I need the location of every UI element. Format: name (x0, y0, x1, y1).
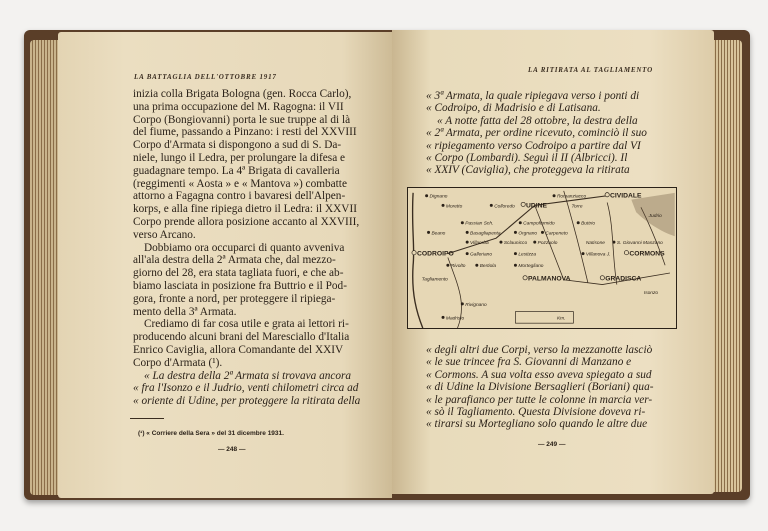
text-line: « fra l'Isonzo e il Judrio, venti chilometri circa ad (133, 382, 359, 395)
map-label: Rivolto (450, 264, 466, 270)
left-running-header: LA BATTAGLIA DELL'OTTOBRE 1917 (134, 73, 277, 81)
map-label: Tagliamento (421, 277, 448, 283)
map-city-marker (521, 202, 525, 206)
map-town-dot (442, 316, 444, 318)
map-town-dot (519, 222, 521, 224)
right-running-header: LA RITIRATA AL TAGLIAMENTO (528, 66, 653, 74)
text-line: « 2ª Armata, per ordine ricevuto, cominciò il suo (426, 127, 647, 140)
map-label: Passian Sch. (465, 221, 494, 227)
footnote: (¹) « Corriere della Sera » del 31 dicembre 1931. (138, 430, 284, 437)
text-line: « sò il Tagliamento. Questa Divisione doveva ri- (426, 405, 646, 418)
map-svg (408, 188, 676, 328)
text-line: « XXIV (Caviglia), che proteggeva la ritirata (426, 164, 630, 177)
map-town-dot (447, 264, 449, 266)
map-label: Moretto (445, 204, 463, 210)
map-label: Madrisio (445, 316, 465, 322)
map-town-dot (514, 264, 516, 266)
map-label: Orgnano (518, 231, 538, 237)
text-line: una prima occupazione del M. Ragogna: il VII (133, 100, 344, 113)
text-line: Corpo (Bongiovanni) porta le sue truppe al di là (133, 113, 351, 126)
map-town-dot (425, 195, 427, 197)
map-town-dot (466, 252, 468, 254)
text-line: giorno del 28, era stata tagliata fuori, e che ab- (133, 267, 344, 280)
map-label: Basagliapenta (470, 231, 501, 237)
map-label: Isonzo (643, 291, 659, 297)
footnote-rule (130, 418, 164, 419)
right-page-number: — 249 — (538, 441, 566, 448)
text-line: « Cormons. A sua volta esso aveva spiegato a sud (426, 368, 652, 381)
text-line: attorno a Fagagna contro i bavaresi dell'Alpen- (133, 190, 346, 203)
text-line: Corpo prende allora posizione accanto al XXVIII, (133, 215, 360, 228)
map-label: Buttrio (581, 221, 596, 227)
text-line: Corpo d'Armata si dispongono a sud di S. Da- (133, 139, 342, 152)
map-city-marker (624, 251, 628, 255)
map-town-dot (466, 231, 468, 233)
map-label: UDINE (526, 202, 548, 210)
map-label: Mortegliano (518, 264, 544, 270)
map-label: CORMONS (629, 250, 665, 258)
text-line: guadagnare tempo. La 4ª Brigata di cavalleria (133, 164, 340, 177)
map-town-dot (442, 204, 444, 206)
map-town-dot (534, 241, 536, 243)
text-line: « Codroipo, di Madrisio e di Latisana. (426, 102, 601, 115)
left-page-number: — 248 — (218, 446, 246, 453)
map-town-dot (461, 222, 463, 224)
text-line: Enrico Caviglia, allora Comandante del XXIV (133, 343, 344, 356)
map-label: GRADISCA (605, 275, 642, 283)
left-page-text (133, 88, 360, 408)
text-line: « degli altri due Corpi, verso la mezzanotte lasciò (426, 344, 653, 356)
map-label: Lestizza (518, 252, 537, 258)
right-page-text-top (426, 90, 647, 177)
text-line: « le parafianco per tutte le colonne in marcia ver- (426, 393, 653, 406)
map-label: PALMANOVA (528, 275, 571, 283)
map-city-marker (605, 193, 609, 197)
map-label: Natisone (585, 241, 605, 246)
map-city-marker (523, 276, 527, 280)
text-line: niele, lungo il Ledra, per prolungare la difesa e (133, 151, 346, 164)
map-town-dot (577, 222, 579, 224)
text-line: gora, fronte a nord, per proteggere il ripiega- (133, 292, 336, 305)
text-line: « le sue trincee fra S. Giovanni di Manzano e (426, 356, 632, 369)
text-line: (reggimenti « Aosta » e « Mantova ») combatte (133, 177, 347, 190)
map-label: Dignano (429, 194, 448, 200)
map-town-dot (582, 252, 584, 254)
text-line: mento della 3ª Armata. (133, 305, 237, 318)
map-town-dot (541, 231, 543, 233)
text-line: verso Arcano. (133, 228, 196, 241)
map-label: Bertiola (479, 264, 497, 270)
text-line: korps, e alla fine ripiega dietro il Ledra: il XXVII (133, 203, 357, 216)
text-line: del fiume, passando a Pinzano: i resti del XXVIII (133, 126, 357, 139)
map-label: Sclaunicco (503, 241, 528, 246)
map-label: Rivignano (465, 302, 487, 308)
map-town-dot (500, 241, 502, 243)
map-label: Judrio (648, 213, 662, 219)
map-town-dot (461, 303, 463, 305)
map-label: Campoformido (523, 221, 555, 227)
map-label: CODROIPO (416, 250, 454, 258)
text-line: « oriente di Udine, per proteggere la ritirata della (133, 395, 361, 408)
map-label: Pozzuolo (537, 241, 558, 246)
text-line: « La destra della 2ª Armata si trovava ancora (144, 369, 352, 382)
text-line: Dobbiamo ora occuparci di quanto avveniva (144, 241, 345, 254)
map-town-dot (613, 241, 615, 243)
map-town-dot (514, 231, 516, 233)
map-label: Villanova J. (585, 252, 611, 258)
map-town-dot (466, 241, 468, 243)
map-label: Romanziacco (556, 194, 587, 200)
map-label: Beano (431, 231, 446, 237)
map-town-dot (490, 204, 492, 206)
map-town-dot (553, 195, 555, 197)
text-line: all'ala destra della 2ª Armata che, dal mezzo- (133, 254, 336, 267)
text-line: « di Udine la Divisione Bersaglieri (Boriani) qua- (426, 381, 654, 394)
map-label: S. Giovanni Manzano (616, 241, 663, 246)
map-town-dot (476, 264, 478, 266)
map-label: Colloredo (494, 204, 515, 210)
map-city-marker (412, 251, 416, 255)
text-line: « Corpo (Lombardi). Seguì il II (Albricci). Il (426, 151, 628, 164)
text-line: « tirarsi su Mortegliano solo quando le altre due (426, 418, 648, 431)
map-town-dot (427, 231, 429, 233)
text-line: Crediamo di far cosa utile e grata ai lettori ri- (144, 318, 349, 331)
map-city-marker (600, 276, 604, 280)
map-label: Carpeneto (545, 231, 568, 237)
text-line: biamo lasciata in posizione fra Buttrio e il Pod- (133, 279, 347, 292)
map-label: Villaorba (470, 241, 489, 246)
text-line: Corpo d'Armata (¹). (133, 356, 223, 369)
map-label: CIVIDALE (610, 192, 642, 200)
map-figure (407, 187, 677, 329)
text-line: producendo alcuni brani del Maresciallo d'Italia (133, 331, 350, 344)
map-town-dot (514, 252, 516, 254)
map-label: Galleriano (470, 252, 493, 258)
text-line: « 3ª Armata, la quale ripiegava verso i ponti di (426, 90, 640, 102)
map-label: Km. (556, 316, 566, 322)
map-label: Torre (571, 204, 583, 210)
text-line: « ripiegamento verso Codroipo a partire dal VI (426, 139, 641, 152)
text-line: inizia colla Brigata Bologna (gen. Rocca Carlo), (133, 88, 352, 100)
text-line: « A notte fatta del 28 ottobre, la destra della (437, 114, 638, 127)
right-page-text-bottom (426, 344, 653, 431)
